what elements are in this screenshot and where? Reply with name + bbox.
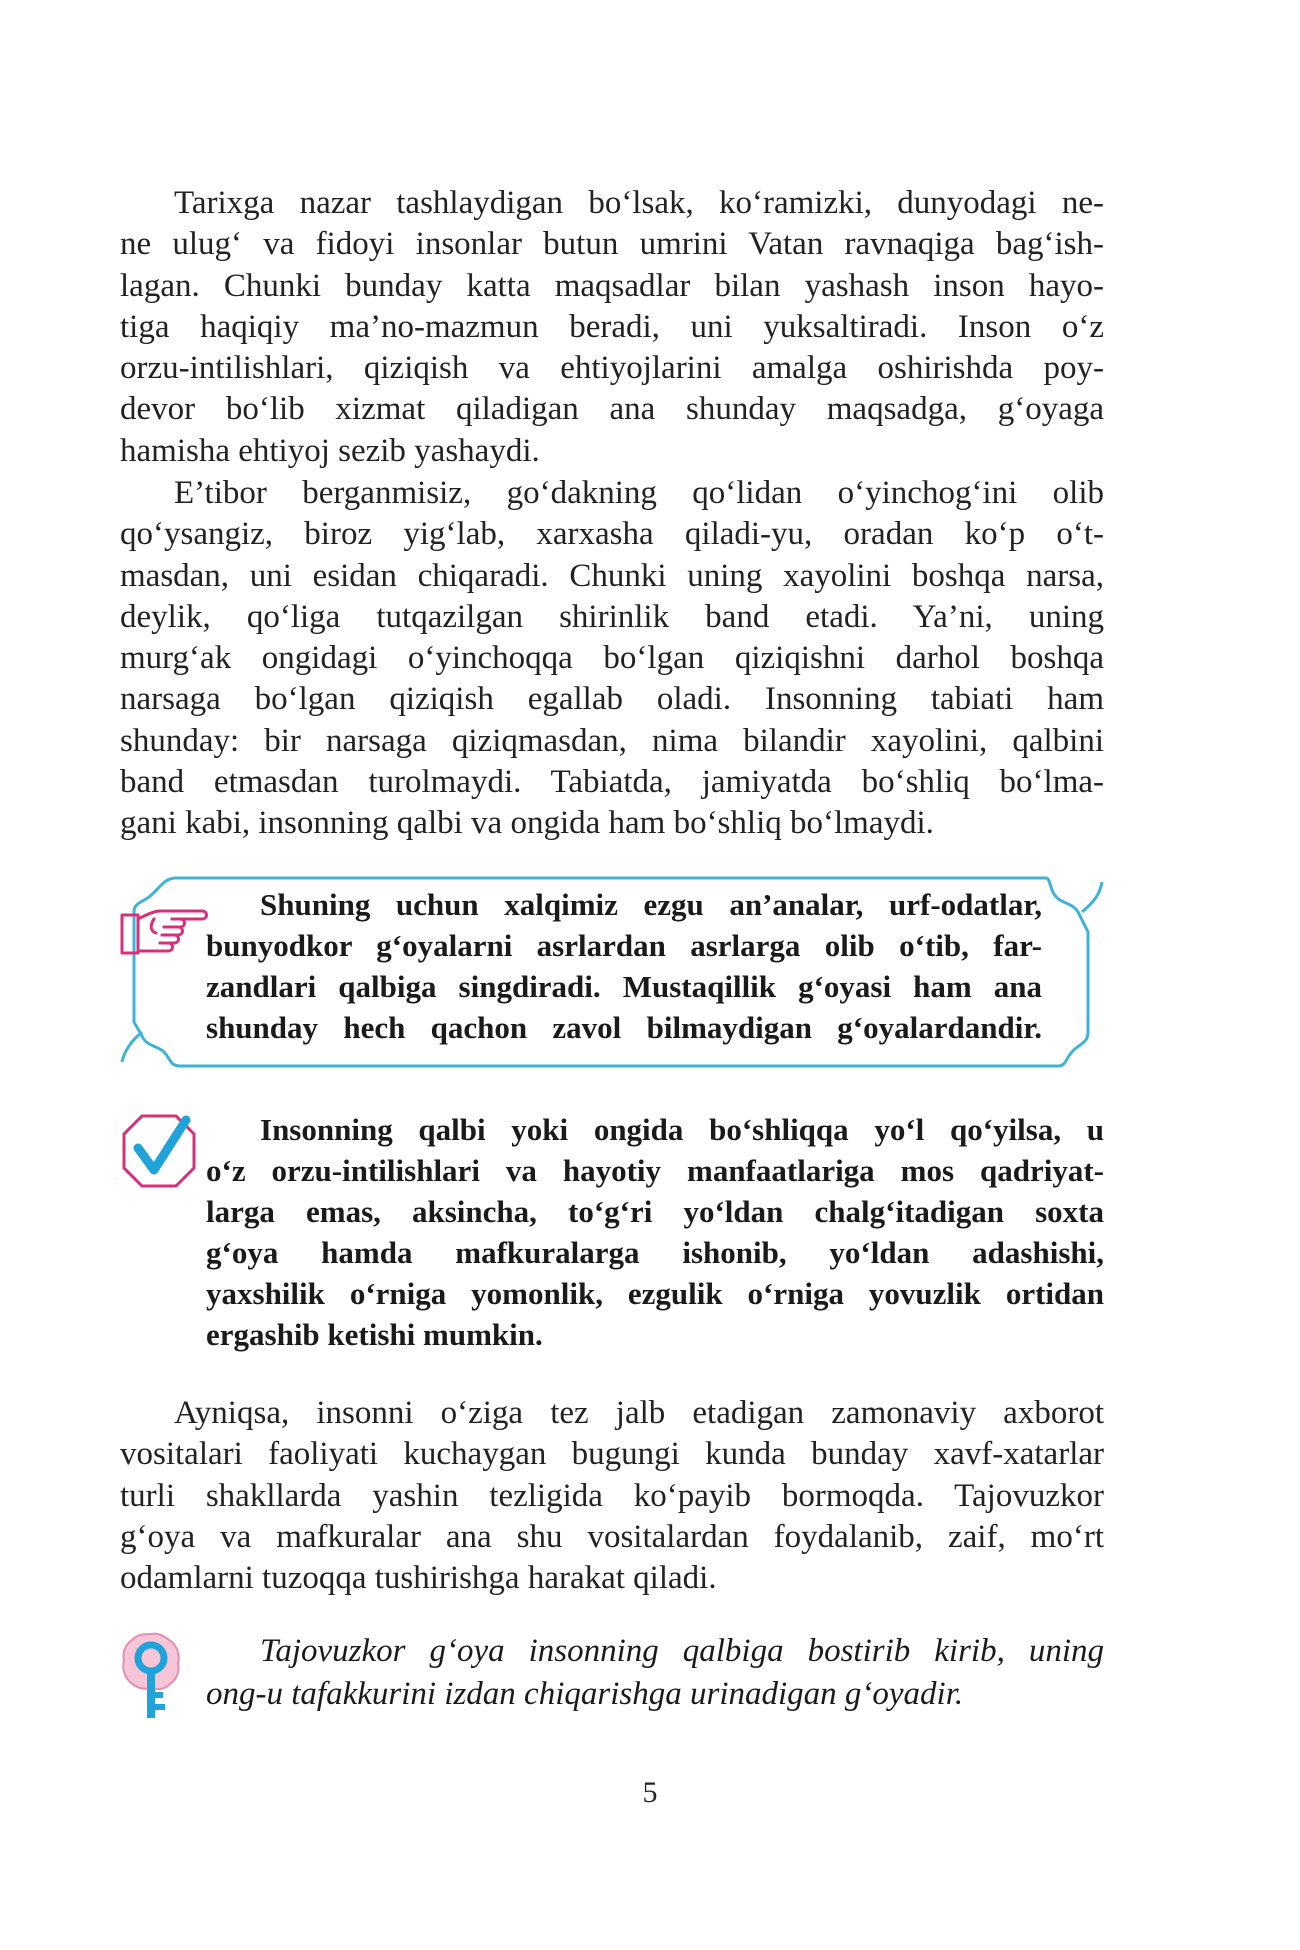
text-line: vositalari faoliyati kuchaygan bugungi kunda bunday xavf-xatarlar [120,1436,1104,1473]
text-line: g‘oya hamda mafkuralarga ishonib, yo‘ldan adashishi, [206,1235,1104,1270]
text-line: devor bo‘lib xizmat qiladigan ana shunday maqsadga, g‘oyaga [120,391,1104,428]
text-line: turli shakllarda yashin tezligida ko‘payib bormoqda. Tajovuzkor [120,1477,1104,1514]
check-block-text [206,1109,1104,1355]
text-line: lagan. Chunki bunday katta maqsadlar bilan yashash inson hayo- [120,267,1104,304]
text-line: ne ulug‘ va fidoyi insonlar butun umrini Vatan ravnaqiga bag‘ish- [120,226,1104,263]
text-line: Tajovuzkor g‘oya insonning qalbiga bostirib kirib, uning [260,1633,1104,1669]
text-line: hamisha ehtiyoj sezib yashaydi. [120,432,540,469]
checkmark-icon [120,1112,198,1190]
text-line: Ayniqsa, insonni o‘ziga tez jalb etadigan zamonaviy axborot [174,1395,1104,1431]
text-line: band etmasdan turolmaydi. Tabiatda, jamiyatda bo‘shliq bo‘lma- [120,764,1104,801]
text-line: o‘z orzu-intilishlari va hayotiy manfaatlariga mos qadriyat- [206,1153,1104,1188]
page-number: 5 [642,1776,658,1809]
paragraph-2 [120,473,1104,845]
paragraph-1 [120,183,1104,472]
text-line: yaxshilik o‘rniga yomonlik, ezgulik o‘rniga yovuzlik ortidan [206,1276,1104,1311]
text-line: tiga haqiqiy ma’no-mazmun beradi, uni yuksaltiradi. Inson o‘z [120,308,1104,345]
text-line: ergashib ketishi mumkin. [206,1317,543,1352]
text-line: qo‘ysangiz, biroz yig‘lab, xarxasha qiladi-yu, oradan ko‘p o‘t- [120,516,1104,553]
text-line: orzu-intilishlari, qiziqish va ehtiyojlarini amalga oshirishda poy- [120,350,1104,387]
text-line: bunyodkor g‘oyalarni asrlardan asrlarga olib o‘tib, far- [206,928,1042,963]
note-box-text [206,884,1042,1048]
text-line: Tarixga nazar tashlaydigan bo‘lsak, ko‘ramizki, dunyodagi ne- [174,185,1104,221]
text-line: shunday hech qachon zavol bilmaydigan g‘oyalardandir. [206,1010,1042,1045]
text-line: ong-u tafakkurini izdan chiqarishga urinadigan g‘oyadir. [206,1676,964,1712]
text-line: Insonning qalbi yoki ongida bo‘shliqqa yo‘l qo‘yilsa, u [260,1112,1104,1147]
text-line: deylik, qo‘liga tutqazilgan shirinlik band etadi. Ya’ni, uning [120,598,1104,635]
text-line: odamlarni tuzoqqa tushirishga harakat qiladi. [120,1560,717,1597]
text-line: narsaga bo‘lgan qiziqish egallab oladi. Insonning tabiati ham [120,681,1104,718]
text-line: larga emas, aksincha, to‘g‘ri yo‘ldan chalg‘itadigan soxta [206,1194,1104,1229]
paragraph-3 [120,1393,1104,1599]
text-line: g‘oya va mafkuralar ana shu vositalardan foydalanib, zaif, mo‘rt [120,1518,1104,1555]
pointing-hand-icon [120,905,210,965]
text-line: murg‘ak ongidagi o‘yinchoqqa bo‘lgan qiziqishni darhol boshqa [120,640,1104,677]
key-icon [120,1630,182,1724]
text-line: masdan, uni esidan chiqaradi. Chunki uning xayolini boshqa narsa, [120,557,1104,594]
text-line: shunday: bir narsaga qiziqmasdan, nima bilandir xayolini, qalbini [120,722,1104,759]
text-line: zandlari qalbiga singdiradi. Mustaqillik g‘oyasi ham ana [206,969,1042,1004]
text-line: E’tibor berganmisiz, go‘dakning qo‘lidan o‘yinchog‘ini olib [174,475,1104,511]
key-block-text [206,1630,1104,1716]
text-line: gani kabi, insonning qalbi va ongida ham bo‘shliq bo‘lmaydi. [120,805,934,842]
text-line: Shuning uchun xalqimiz ezgu an’analar, urf-odatlar, [260,887,1042,922]
